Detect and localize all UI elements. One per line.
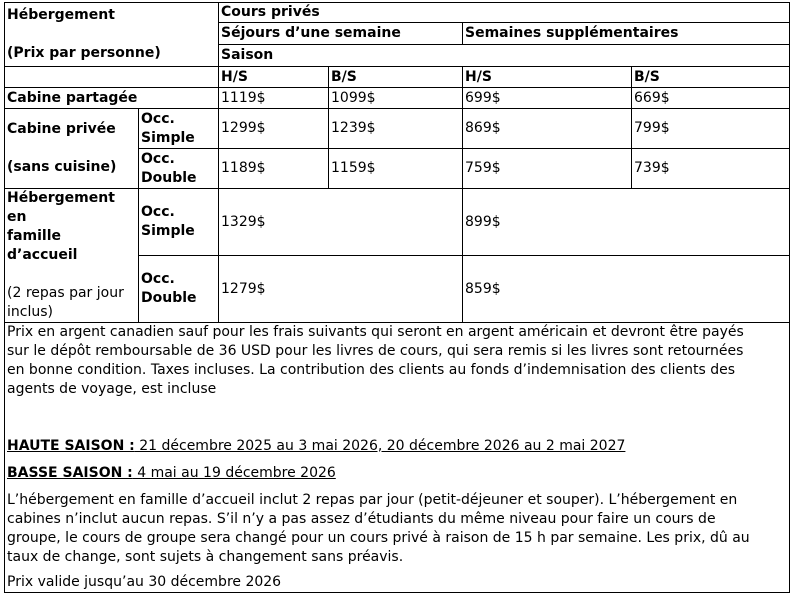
price-cell: 1239$ [329, 109, 463, 149]
validity-note: Prix valide jusqu’au 30 décembre 2026 [7, 574, 282, 590]
price-cell: 1159$ [329, 149, 463, 189]
price-cell: 1099$ [329, 88, 463, 109]
haute-saison-label: HAUTE SAISON : [7, 438, 135, 454]
price-cell: 699$ [463, 88, 632, 109]
price-cell: 759$ [463, 149, 632, 189]
cabine-privee-label: Cabine privée [7, 121, 116, 137]
hs-header-supp: H/S [463, 67, 632, 88]
price-cell: 859$ [463, 256, 790, 323]
price-cell: 669$ [632, 88, 790, 109]
occ-simple-label: Occ. Simple [139, 189, 219, 256]
price-cell: 869$ [463, 109, 632, 149]
sans-cuisine-label: (sans cuisine) [7, 159, 117, 175]
price-cell: 1279$ [219, 256, 463, 323]
bs-header-supp: B/S [632, 67, 790, 88]
price-cell: 1299$ [219, 109, 329, 149]
price-cell: 899$ [463, 189, 790, 256]
famille-accueil-cell [5, 189, 139, 323]
basse-saison-line [7, 464, 787, 483]
haute-saison-line [7, 437, 787, 456]
price-cell: 1329$ [219, 189, 463, 256]
cabine-partagee-label: Cabine partagée [5, 88, 219, 109]
basse-saison-label: BASSE SAISON : [7, 465, 133, 481]
price-cell: 739$ [632, 149, 790, 189]
cours-prives-header: Cours privés [219, 3, 790, 23]
cabine-privee-cell [5, 109, 139, 189]
occ-simple-label: Occ. Simple [139, 109, 219, 149]
saison-header: Saison [219, 45, 790, 67]
prix-par-personne: (Prix par personne) [7, 45, 161, 61]
currency-note: Prix en argent canadien sauf pour les frais suivants qui seront en argent américain et devront être payés sur le dépôt remboursable de 36 USD pour les livres de cours, qui sera remis si les livres sont retournées en bonne condition. Taxes incluses. La contribution des clients au fonds d’indemnisation des clients des agents de voyage, est incluse [7, 324, 744, 397]
famille-label-2: famille d’accueil [7, 228, 78, 263]
price-cell: 1119$ [219, 88, 329, 109]
price-cell: 1189$ [219, 149, 329, 189]
notes-cell [5, 323, 790, 593]
famille-note-1: (2 repas par jour [7, 285, 124, 301]
semaines-supp-header: Semaines supplémentaires [463, 23, 790, 45]
basse-saison-dates: 4 mai au 19 décembre 2026 [132, 465, 336, 481]
hs-header-sejours: H/S [219, 67, 329, 88]
price-table [4, 2, 790, 593]
hebergement-header-cell [5, 3, 219, 67]
famille-note-2: inclus) [7, 304, 53, 320]
meals-note: L’hébergement en famille d’accueil inclut 2 repas par jour (petit-déjeuner et souper). L’hébergement en cabines n’inclut aucun repas. S’il n’y a pas assez d’étudiants du même niveau pour faire un cours de groupe, le cours de groupe sera changé pour un cours privé à raison de 15 h par semaine. Les prix, dû au taux de change, sont sujets à changement sans préavis. [7, 492, 750, 565]
sejours-header: Séjours d’une semaine [219, 23, 463, 45]
price-cell: 799$ [632, 109, 790, 149]
famille-label-1: Hébergement en [7, 190, 115, 225]
bs-header-sejours: B/S [329, 67, 463, 88]
blank-cell [5, 67, 219, 88]
occ-double-label: Occ. Double [139, 256, 219, 323]
haute-saison-dates: 21 décembre 2025 au 3 mai 2026, 20 décembre 2026 au 2 mai 2027 [134, 438, 626, 454]
occ-double-label: Occ. Double [139, 149, 219, 189]
hebergement-header: Hébergement [7, 7, 115, 23]
